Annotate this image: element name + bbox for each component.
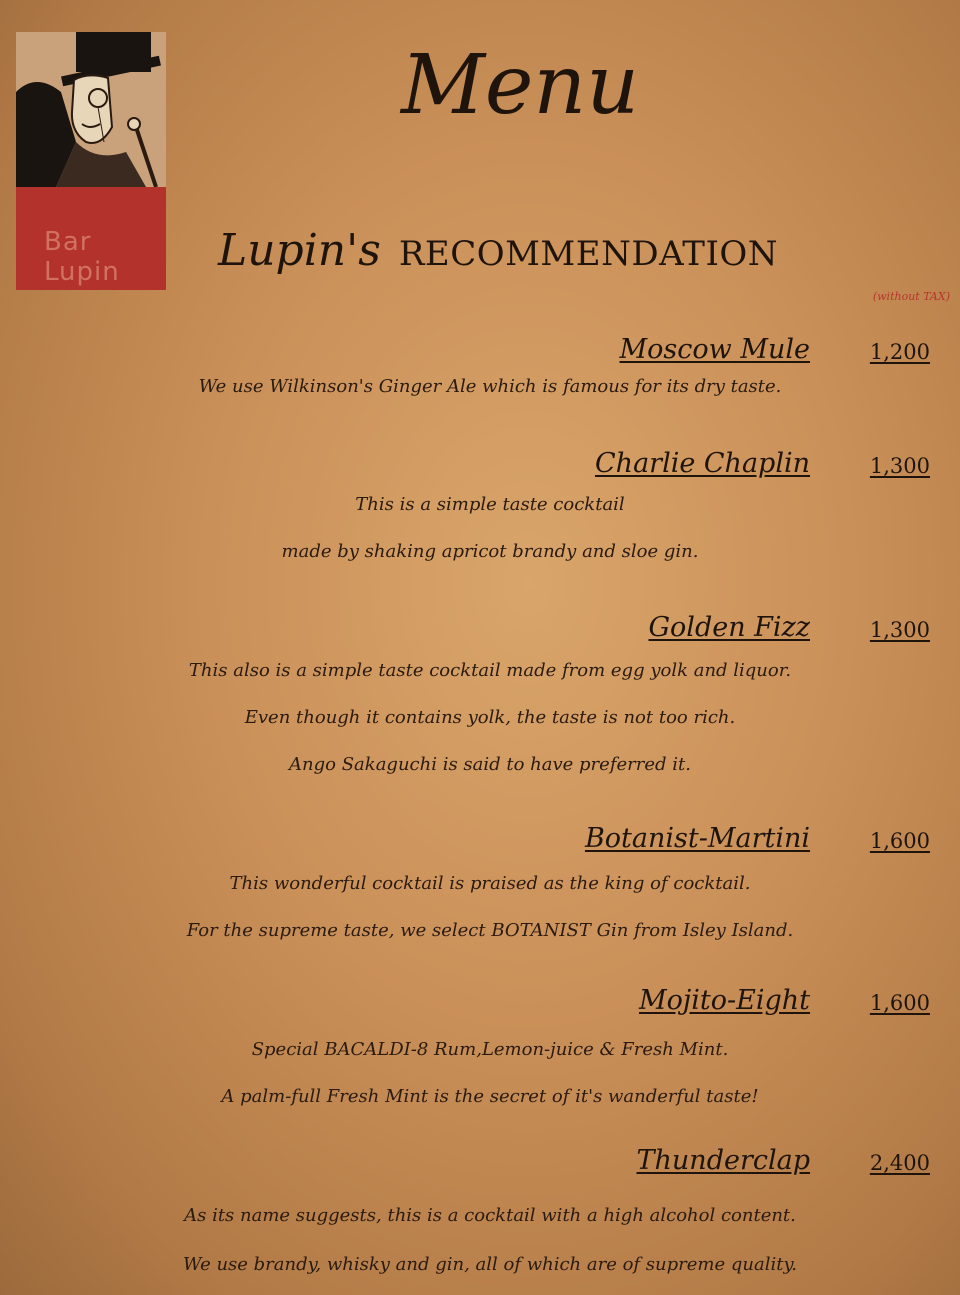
item-name: Botanist-Martini (584, 823, 810, 854)
item-description-line: Ango Sakaguchi is said to have preferred it. (289, 754, 691, 775)
item-description-line: Even though it contains yolk, the taste is not too rich. (244, 707, 736, 728)
menu-item-charlie-chaplin (140, 448, 940, 562)
section-heading-brand: Lupin's (218, 225, 381, 276)
item-name: Golden Fizz (648, 612, 810, 643)
item-description-line: This also is a simple taste cocktail made from egg yolk and liquor. (188, 660, 792, 681)
section-heading-rest: RECOMMENDATION (398, 234, 779, 274)
item-description-line: A palm-full Fresh Mint is the secret of it's wanderful taste! (221, 1086, 759, 1107)
item-description-line: This wonderful cocktail is praised as the king of cocktail. (229, 873, 751, 894)
item-price: 1,200 (869, 340, 930, 364)
logo-text: Bar Lupin (44, 227, 120, 287)
item-name: Charlie Chaplin (595, 448, 810, 479)
item-name: Moscow Mule (619, 334, 810, 365)
item-name: Mojito-Eight (638, 985, 810, 1016)
item-description-line: We use brandy, whisky and gin, all of which are of supreme quality. (183, 1254, 797, 1275)
item-name: Thunderclap (636, 1145, 810, 1176)
section-heading (218, 225, 778, 276)
menu-item-botanist-martini (140, 823, 940, 941)
item-price: 1,600 (869, 991, 930, 1015)
item-description-line: made by shaking apricot brandy and sloe gin. (281, 541, 699, 562)
page-title: Menu (400, 38, 640, 133)
item-description-line: Special BACALDI-8 Rum,Lemon-juice & Fresh Mint. (251, 1039, 729, 1060)
item-description-line: This is a simple taste cocktail (355, 494, 625, 515)
item-price: 1,300 (869, 454, 930, 478)
menu-item-mojito-eight (140, 985, 940, 1107)
item-price: 2,400 (869, 1151, 930, 1175)
item-description-line: We use Wilkinson's Ginger Ale which is famous for its dry taste. (198, 376, 782, 397)
item-description-line: As its name suggests, this is a cocktail with a high alcohol content. (184, 1205, 796, 1226)
item-price: 1,300 (869, 618, 930, 642)
logo-red-panel (16, 187, 166, 290)
menu-item-moscow-mule (140, 334, 940, 397)
item-description-line: For the supreme taste, we select BOTANIST Gin from Isley Island. (186, 920, 794, 941)
tax-note: (without TAX) (872, 290, 950, 303)
item-price: 1,600 (869, 829, 930, 853)
menu-item-golden-fizz (140, 612, 940, 775)
menu-item-thunderclap (140, 1145, 940, 1275)
